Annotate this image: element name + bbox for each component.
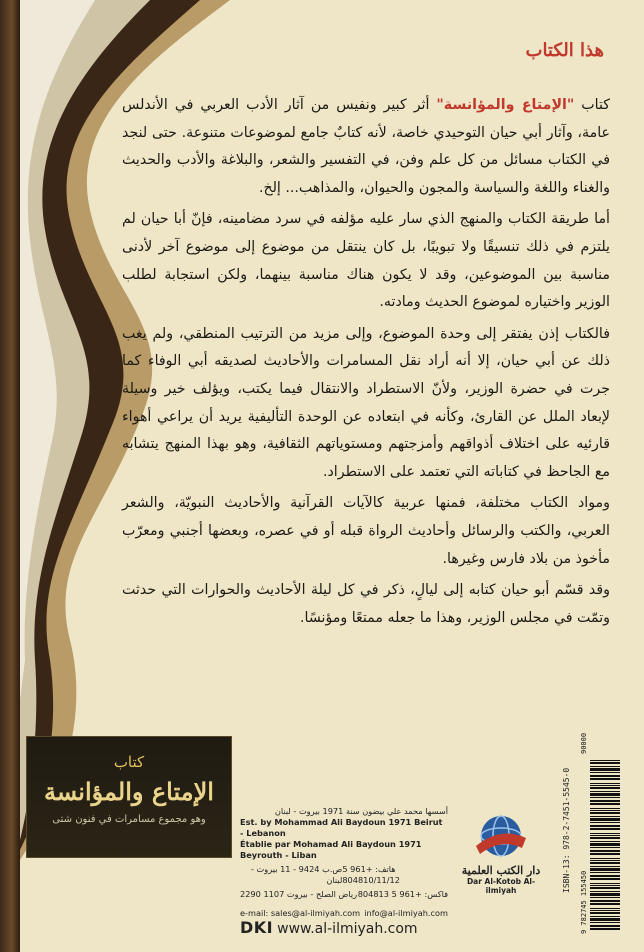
barcode-bar bbox=[590, 862, 620, 864]
barcode-bar bbox=[590, 787, 620, 789]
book-title: الإمتاع والمؤانسة bbox=[44, 777, 214, 806]
barcode-bar bbox=[590, 900, 620, 902]
info-email-link[interactable]: info@al-ilmiyah.com bbox=[364, 908, 448, 918]
est-en: Est. by Mohammad Ali Baydoun 1971 Beirut - Lebanon bbox=[240, 817, 443, 838]
barcode-bar bbox=[590, 885, 620, 886]
paragraph-3: فالكتاب إذن يفتقر إلى وحدة الموضوع، وإلى مزيد من الترتيب المنطقي، ولم يغب ذلك عن أبي حيان، إلا أنه أراد نقل المسامرات والأحاديث لصديقه أبي الوفاء كما جرت في حضرة الوزير، ولأنّ الاستطراد والانتقال فيما يكتب، ويؤلف خير وسيلة لإبعاد الملل عن القارئ، وكأنه في ابتعاده عن الوحدة التأليفية يريد أن يراعي أهواء قارئيه على اختلاف أذواقهم وأمزجتهم ومستوياتهم الثقافية، وهو بهذا المنهج يتشابه مع الجاحظ في كتاباته التي تعتمد على الاستطراد. bbox=[122, 325, 610, 480]
barcode-bar bbox=[590, 833, 620, 834]
description-text bbox=[122, 92, 610, 636]
kitab-label: كتاب bbox=[113, 753, 145, 771]
barcode-bar bbox=[590, 887, 620, 889]
barcode-digits: 9 782745 155450 bbox=[580, 870, 588, 934]
barcode-bar bbox=[590, 878, 620, 880]
barcode-bar bbox=[590, 810, 620, 811]
barcode-bar bbox=[590, 912, 620, 914]
paragraph-1: كتاب "الإمتاع والمؤانسة" أثر كبير ونفيس من آثار الأدب العربي في الأندلس عامة، وآثار أبي حيان التوحيدي خاصة، لأنه كتابٌ جامع لموضوعات متنوعة. حتى لنجد في الكتاب مسائل من كل علم وفن، في التفسير والشعر، والبلاغة والأدب والحديث والغناء واللغة والسياسة والمجون والحيوان، والمذاهب... إلخ. bbox=[122, 97, 610, 196]
barcode-bar bbox=[590, 808, 620, 809]
barcode-bar bbox=[590, 766, 620, 767]
barcode-icon bbox=[580, 720, 624, 940]
barcode-bar bbox=[590, 772, 620, 773]
paragraph-2: أما طريقة الكتاب والمنهج الذي سار عليه مؤلفه في سرد مضامينه، فإنّ أبا حيان لم يلتزم في ذلك تنسيقًا ولا تبويبًا، بل كان ينتقل من موضوع إلى موضوع آخر لأدنى مناسبة بين الموضوعين، وقد لا يكون هناك مناسبة بينهما، ولكن استجابة لطلب الوزير واختياره لموضوع الحديث ومادته. bbox=[122, 211, 610, 311]
barcode-bar bbox=[590, 828, 620, 830]
book-subtitle: وهو مجموع مسامرات في فنون شتى bbox=[52, 814, 206, 825]
barcode-bar bbox=[590, 797, 620, 798]
logo-ar: دار الكتب العلمية bbox=[461, 864, 541, 877]
logo-en: Dar Al-Kotob Al-ilmiyah bbox=[466, 877, 536, 895]
barcode-bar bbox=[590, 847, 620, 848]
barcode-bar bbox=[590, 891, 620, 892]
barcode-bar bbox=[590, 928, 620, 930]
barcode-bar bbox=[590, 897, 620, 898]
barcode-bar bbox=[590, 872, 620, 873]
barcode-bar bbox=[590, 866, 620, 867]
barcode-bar bbox=[590, 791, 620, 792]
barcode-price-code: 90000 bbox=[580, 732, 588, 754]
isbn-text: ISBN-13: 978-2-7451-5545-0 bbox=[562, 767, 571, 893]
book-title-panel bbox=[26, 736, 232, 858]
barcode-bar bbox=[590, 925, 620, 927]
website-row bbox=[240, 918, 448, 937]
barcode-bar bbox=[590, 835, 620, 836]
barcode-bar bbox=[590, 883, 620, 884]
barcode-bar bbox=[590, 858, 620, 859]
barcode-bar bbox=[590, 793, 620, 796]
barcode-bar bbox=[590, 916, 620, 917]
barcode-bar bbox=[590, 768, 620, 771]
barcode-bar bbox=[590, 818, 620, 821]
dki-logo: DKI bbox=[240, 918, 274, 937]
isbn-barcode bbox=[560, 716, 626, 940]
barcode-bar bbox=[590, 843, 620, 846]
barcode-bar bbox=[590, 760, 620, 761]
barcode-bar bbox=[590, 910, 620, 911]
barcode-bar bbox=[590, 908, 620, 909]
barcode-bar bbox=[590, 918, 620, 921]
barcode-bar bbox=[590, 875, 620, 877]
founder-ar: أسسها محمد علي بيضون سنة 1971 بيروت - لبنان bbox=[274, 806, 448, 816]
barcode-bar bbox=[590, 860, 620, 861]
barcode-bar bbox=[590, 841, 620, 842]
sales-email-link[interactable]: e-mail: sales@al-ilmiyah.com bbox=[240, 908, 361, 918]
barcode-bar bbox=[590, 816, 620, 817]
barcode-bar bbox=[590, 812, 620, 814]
est-fr: Établie par Mohamad Ali Baydoun 1971 Beyrouth - Liban bbox=[240, 839, 422, 860]
globe-icon bbox=[466, 808, 536, 864]
barcode-bar bbox=[590, 778, 620, 780]
paragraph-4: ومواد الكتاب مختلفة، فمنها عربية كالآيات القرآنية والأحاديث النبويّة، والشعر العربي، والكتب والرسائل وأحاديث الرواة قبله أو في عصره، وبعضها أجنبي ومعرّب مأخوذ من بلاد فارس وغيرها. bbox=[122, 495, 610, 567]
barcode-bar bbox=[590, 922, 620, 923]
barcode-bar bbox=[590, 783, 620, 784]
barcode-bar bbox=[590, 853, 620, 855]
barcode-bar bbox=[590, 775, 620, 777]
barcode-bar bbox=[590, 868, 620, 871]
barcode-bar bbox=[590, 837, 620, 839]
barcode-bar bbox=[590, 800, 620, 802]
barcode-bar bbox=[590, 825, 620, 827]
website-link[interactable]: www.al-ilmiyah.com bbox=[277, 921, 418, 937]
barcode-bar bbox=[590, 850, 620, 852]
publisher-logo bbox=[454, 808, 548, 902]
book-title-highlight: "الإمتاع والمؤانسة" bbox=[436, 97, 575, 113]
barcode-bar bbox=[590, 903, 620, 905]
barcode-bar bbox=[590, 803, 620, 805]
barcode-bar bbox=[590, 893, 620, 896]
contact-row-2: رياض الصلح - بيروت 1107 2290 فاكس: +961 5 804813 bbox=[240, 889, 448, 899]
barcode-bar bbox=[590, 762, 620, 764]
contact-row-1: ص.ب 9424 - 11 بيروت - لبنان هاتف: +961 5 804810/11/12 bbox=[250, 864, 400, 885]
barcode-bar bbox=[590, 785, 620, 786]
publisher-info bbox=[240, 806, 448, 935]
paragraph-5: وقد قسّم أبو حيان كتابه إلى ليالٍ، ذكر في كل ليلة الأحاديث والحوارات التي حدثت وتمّت في مجلس الوزير، وهذا ما جعله ممتعًا ومؤنسًا. bbox=[122, 582, 610, 626]
barcode-bar bbox=[590, 822, 620, 823]
section-tag: هذا الكتاب bbox=[525, 40, 604, 61]
